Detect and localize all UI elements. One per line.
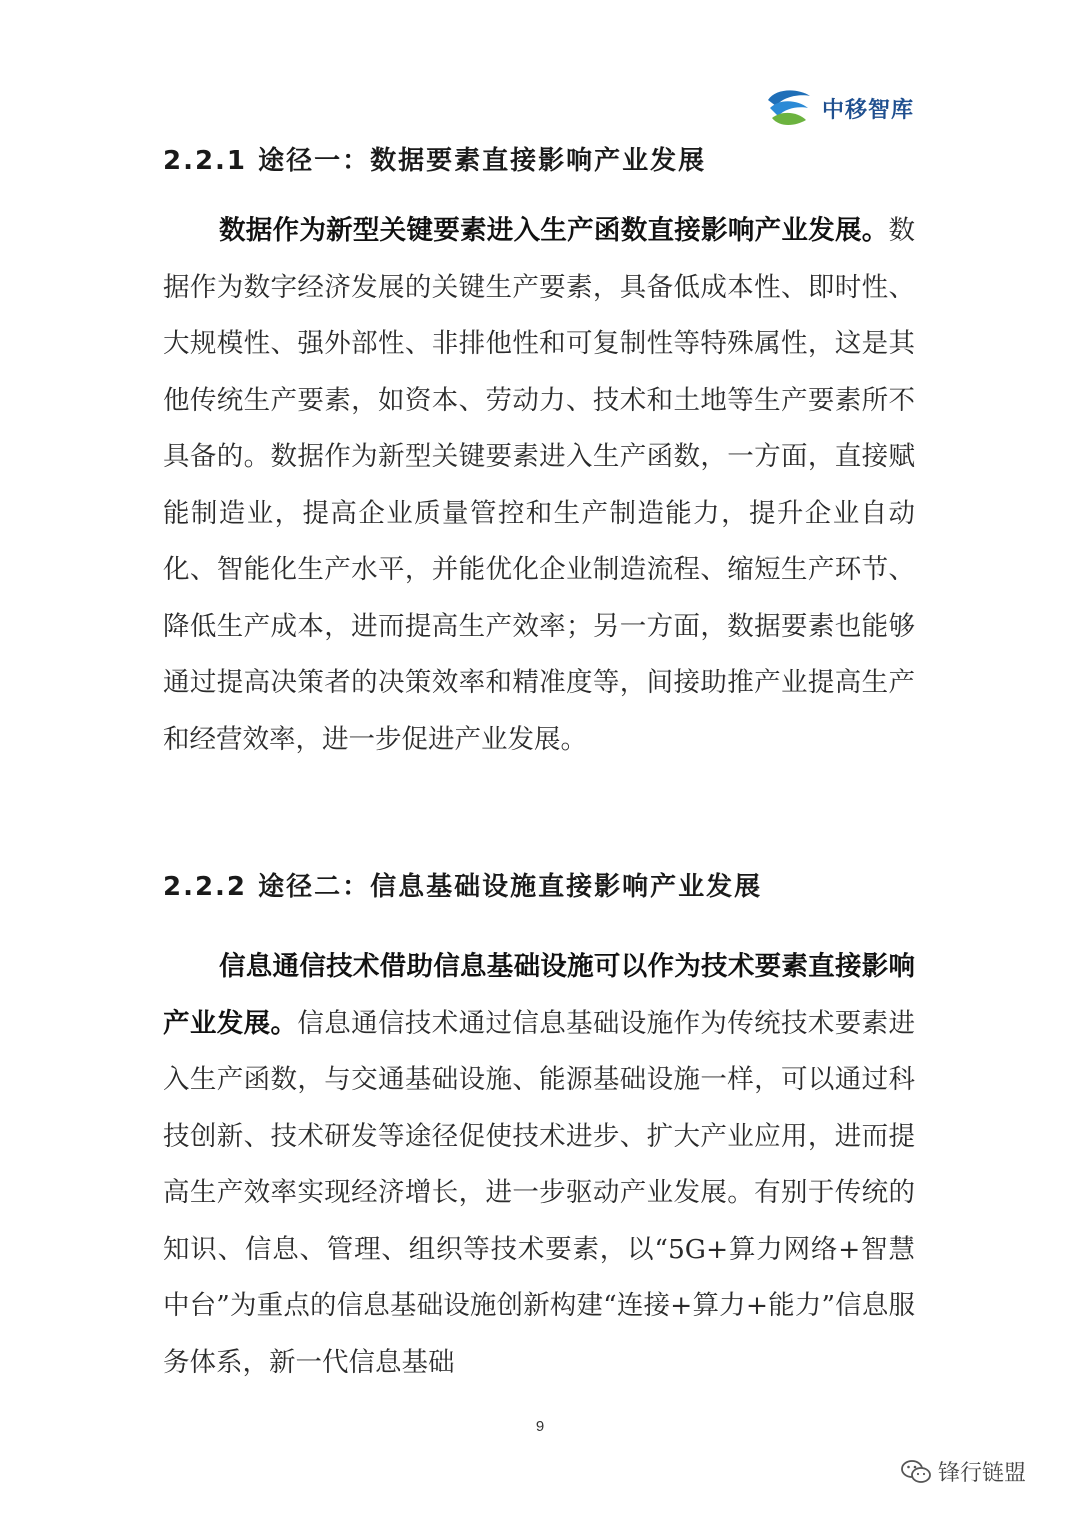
paragraph-body-1: 数据作为数字经济发展的关键生产要素，具备低成本性、即时性、大规模性、强外部性、非排他性和可复制性等特殊属性，这是其他传统生产要素，如资本、劳动力、技术和土地等生产要素所不具备的。数据作为新型关键要素进入生产函数，一方面，直接赋能制造业，提高企业质量管控和生产制造能力，提升企业自动化、智能化生产水平，并能优化企业制造流程、缩短生产环节、降低生产成本，进而提高生产效率；另一方面，数据要素也能够通过提高决策者的决策效率和精准度等，间接助推产业提高生产和经营效率，进一步促进产业发展。 — [163, 215, 915, 755]
section-heading-1: 2.2.1 途径一：数据要素直接影响产业发展 — [163, 146, 707, 176]
section-paragraph-1 — [163, 203, 915, 768]
watermark — [900, 1456, 1026, 1487]
logo-text: 中移智库 — [822, 97, 915, 123]
page-number: 9 — [535, 1418, 545, 1435]
china-mobile-logo-icon — [764, 86, 814, 130]
logo — [764, 84, 924, 132]
paragraph-lead-2: 信息通信技术借助信息基础设施可以作为技术要素直接影响产业发展。 — [163, 951, 915, 1039]
paragraph-lead-1: 数据作为新型关键要素进入生产函数直接影响产业发展。 — [219, 215, 889, 246]
section-paragraph-2 — [163, 939, 915, 1391]
paragraph-body-2: 信息通信技术通过信息基础设施作为传统技术要素进入生产函数，与交通基础设施、能源基础设施一样，可以通过科技创新、技术研发等途径促使技术进步、扩大产业应用，进而提高生产效率实现经济增长，进一步驱动产业发展。有别于传统的知识、信息、管理、组织等技术要素，以“5G+算力网络+智慧中台”为重点的信息基础设施创新构建“连接+算力+能力”信息服务体系，新一代信息基础 — [163, 1007, 916, 1378]
wechat-icon — [900, 1458, 932, 1486]
watermark-text: 锋行链盟 — [938, 1461, 1027, 1486]
section-heading-2: 2.2.2 途径二：信息基础设施直接影响产业发展 — [163, 872, 763, 902]
